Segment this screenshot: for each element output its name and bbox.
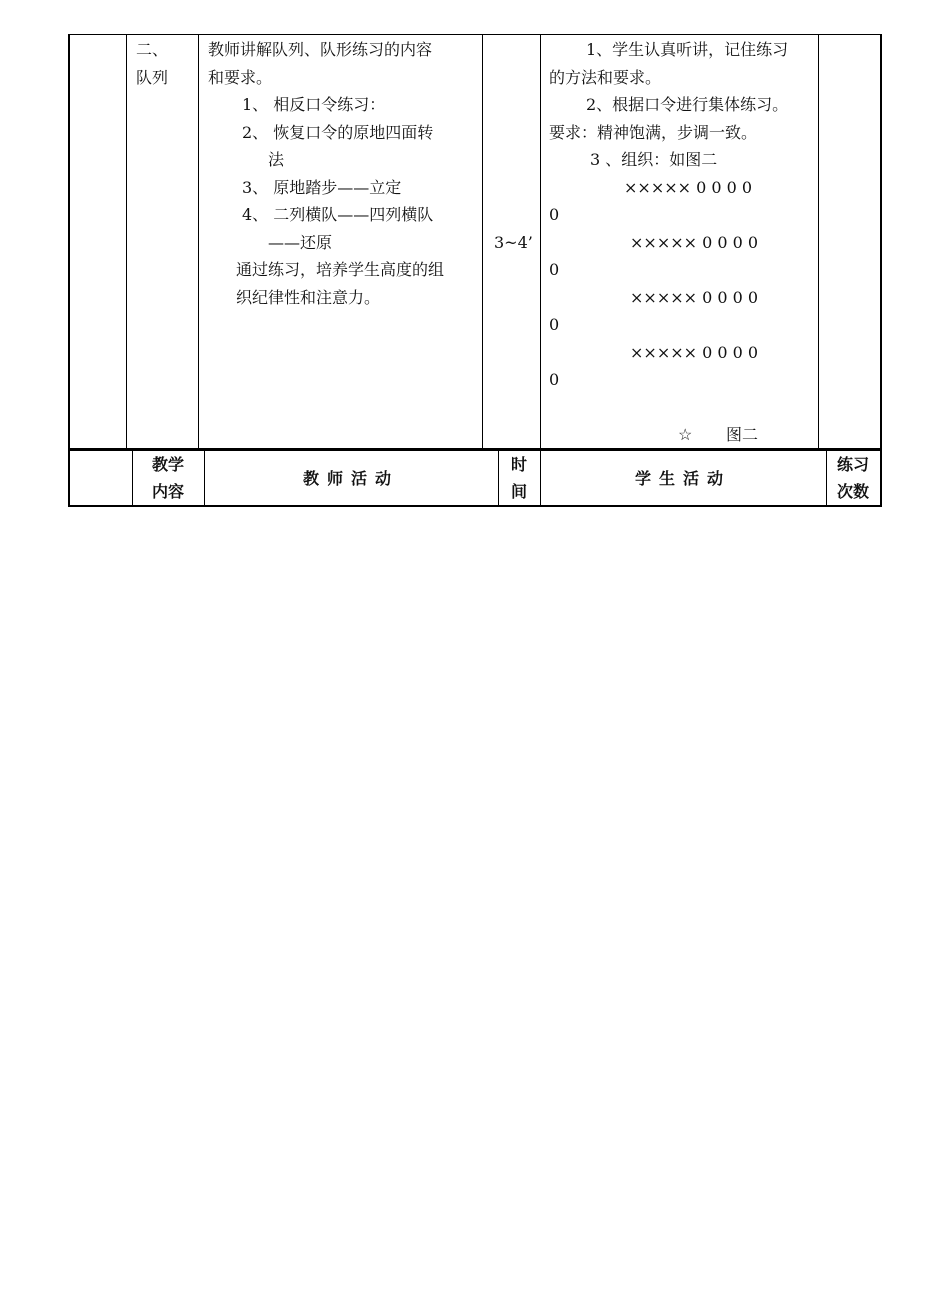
header-student: 学生活动 <box>540 451 827 505</box>
teacher-item-3: 3、 原地踏步——立定 <box>242 178 402 197</box>
header-count-line2: 次数 <box>836 482 869 501</box>
teacher-item-4: 4、 二列横队——四列横队 <box>242 205 434 224</box>
figure-label: 图二 <box>726 425 759 444</box>
count-cell <box>818 35 880 448</box>
time-value: 3~4’ <box>494 233 533 252</box>
formation-row-1-wrap: 0 <box>549 205 560 224</box>
blank-cell <box>70 35 127 448</box>
header-count-line1: 练习 <box>836 455 869 474</box>
header-blank <box>70 451 133 505</box>
formation-row-2-wrap: 0 <box>549 260 560 279</box>
header-teacher: 教师活动 <box>204 451 499 505</box>
content-cell <box>126 35 199 448</box>
teacher-intro-line2: 和要求。 <box>208 68 273 87</box>
formation-row-1: ××××× 0 0 0 0 <box>624 178 753 197</box>
table-header-row <box>68 448 882 507</box>
student-line3: 2、根据口令进行集体练习。 <box>586 95 789 114</box>
formation-row-4-wrap: 0 <box>549 370 560 389</box>
student-line5: 3 、组织：如图二 <box>590 150 718 169</box>
formation-row-3: ××××× 0 0 0 0 <box>630 288 759 307</box>
teacher-summary-line1: 通过练习，培养学生高度的组 <box>236 260 445 279</box>
header-time <box>498 451 541 505</box>
content-name: 队列 <box>136 68 169 87</box>
teacher-intro-line1: 教师讲解队列、队形练习的内容 <box>208 40 433 59</box>
header-content <box>132 451 205 505</box>
teacher-item-1: 1、 相反口令练习： <box>242 95 386 114</box>
student-line4: 要求：精神饱满，步调一致。 <box>549 123 758 142</box>
header-time-line2: 间 <box>510 482 527 501</box>
star-icon: ☆ <box>678 425 693 444</box>
teacher-item-4-cont: ——还原 <box>268 233 333 252</box>
formation-row-4: ××××× 0 0 0 0 <box>630 343 759 362</box>
student-line2: 的方法和要求。 <box>549 68 662 87</box>
formation-row-3-wrap: 0 <box>549 315 560 334</box>
header-content-line2: 内容 <box>151 482 184 501</box>
teacher-item-2: 2、 恢复口令的原地四面转 <box>242 123 434 142</box>
teacher-summary-line2: 织纪律性和注意力。 <box>236 288 381 307</box>
student-line1: 1、学生认真听讲，记住练习 <box>586 40 789 59</box>
formation-row-2: ××××× 0 0 0 0 <box>630 233 759 252</box>
header-content-line1: 教学 <box>151 455 184 474</box>
header-time-line1: 时 <box>510 455 527 474</box>
content-number: 二、 <box>136 40 169 59</box>
teacher-item-2-cont: 法 <box>268 150 285 169</box>
header-count <box>826 451 880 505</box>
